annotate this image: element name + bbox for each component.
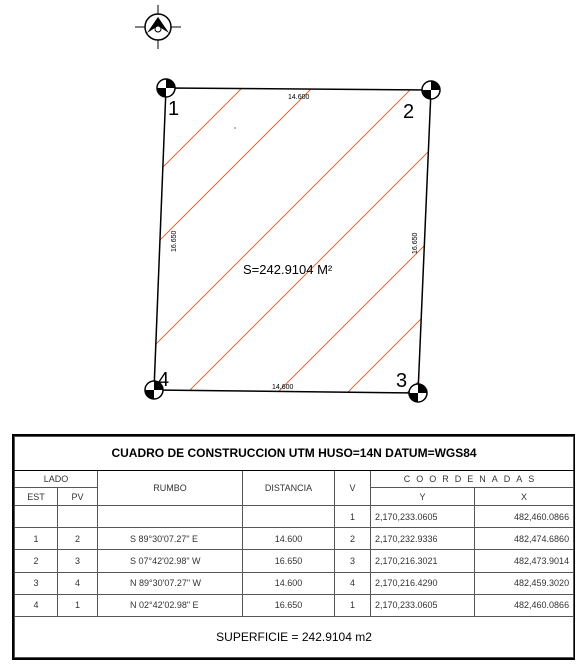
superficie-total: SUPERFICIE = 242.9104 m2: [15, 616, 574, 657]
cell-rumbo: N 02°42'02.98" E: [98, 594, 243, 616]
cell-distancia: 14.600: [243, 528, 335, 550]
cell-x: 482,473.9014: [475, 550, 574, 572]
cell-est: 4: [15, 594, 58, 616]
header-coordenadas: COORDENADAS: [371, 470, 574, 488]
dim-right: 16.650: [412, 232, 419, 254]
cell-v: 3: [335, 550, 371, 572]
cell-y: 2,170,233.0605: [371, 505, 475, 527]
header-v: V: [335, 470, 371, 505]
cell-v: 1: [335, 505, 371, 527]
cell-x: 482,460.0866: [475, 594, 574, 616]
cell-pv: 1: [58, 594, 98, 616]
cell-x: 482,460.0866: [475, 505, 574, 527]
cell-distancia: 14.600: [243, 572, 335, 594]
cell-y: 2,170,232.9336: [371, 528, 475, 550]
table-row: [15, 505, 574, 527]
north-arrow-icon: [135, 5, 181, 49]
table-row: [15, 572, 574, 594]
cell-rumbo: S 89°30'07.27" E: [98, 528, 243, 550]
cell-y: 2,170,216.4290: [371, 572, 475, 594]
header-rumbo: RUMBO: [98, 470, 243, 505]
vertex-marker-3: [409, 384, 427, 402]
vertex-marker-1: [157, 79, 175, 97]
header-x: X: [475, 488, 574, 506]
table-row: [15, 594, 574, 616]
cell-distancia: [243, 505, 335, 527]
cell-est: [15, 505, 58, 527]
vertex-label-3: 3: [396, 370, 408, 392]
dim-top: 14.600: [288, 94, 310, 101]
cell-rumbo: [98, 505, 243, 527]
cell-pv: [58, 505, 98, 527]
cell-distancia: 16.650: [243, 550, 335, 572]
area-label: S=242.9104 M²: [243, 262, 333, 277]
vertex-label-2: 2: [403, 101, 415, 123]
vertex-marker-2: [422, 81, 440, 99]
header-distancia: DISTANCIA: [243, 470, 335, 505]
dim-bottom: 14.600: [272, 384, 294, 391]
cell-y: 2,170,233.0605: [371, 594, 475, 616]
cell-v: 1: [335, 594, 371, 616]
cell-pv: 2: [58, 528, 98, 550]
cell-y: 2,170,216.3021: [371, 550, 475, 572]
table-row: [15, 528, 574, 550]
cell-est: 1: [15, 528, 58, 550]
cell-pv: 4: [58, 572, 98, 594]
table-title: CUADRO DE CONSTRUCCION UTM HUSO=14N DATUM=WGS84: [15, 437, 574, 471]
cell-pv: 3: [58, 550, 98, 572]
construction-table: [12, 434, 575, 660]
cell-est: 2: [15, 550, 58, 572]
dim-left: 16.650: [171, 230, 178, 252]
cell-x: 482,474.6860: [475, 528, 574, 550]
cell-est: 3: [15, 572, 58, 594]
cell-rumbo: S 07°42'02.98" W: [98, 550, 243, 572]
header-y: Y: [371, 488, 475, 506]
plot-boundary: [154, 88, 431, 393]
cell-distancia: 16.650: [243, 594, 335, 616]
cell-v: 4: [335, 572, 371, 594]
cell-v: 2: [335, 528, 371, 550]
vertex-label-4: 4: [158, 369, 170, 391]
header-pv: PV: [58, 488, 98, 506]
cell-rumbo: N 89°30'07.27" W: [98, 572, 243, 594]
cell-x: 482,459.3020: [475, 572, 574, 594]
header-est: EST: [15, 488, 58, 506]
vertex-label-1: 1: [168, 98, 180, 120]
header-lado: LADO: [15, 470, 98, 488]
table-row: [15, 550, 574, 572]
